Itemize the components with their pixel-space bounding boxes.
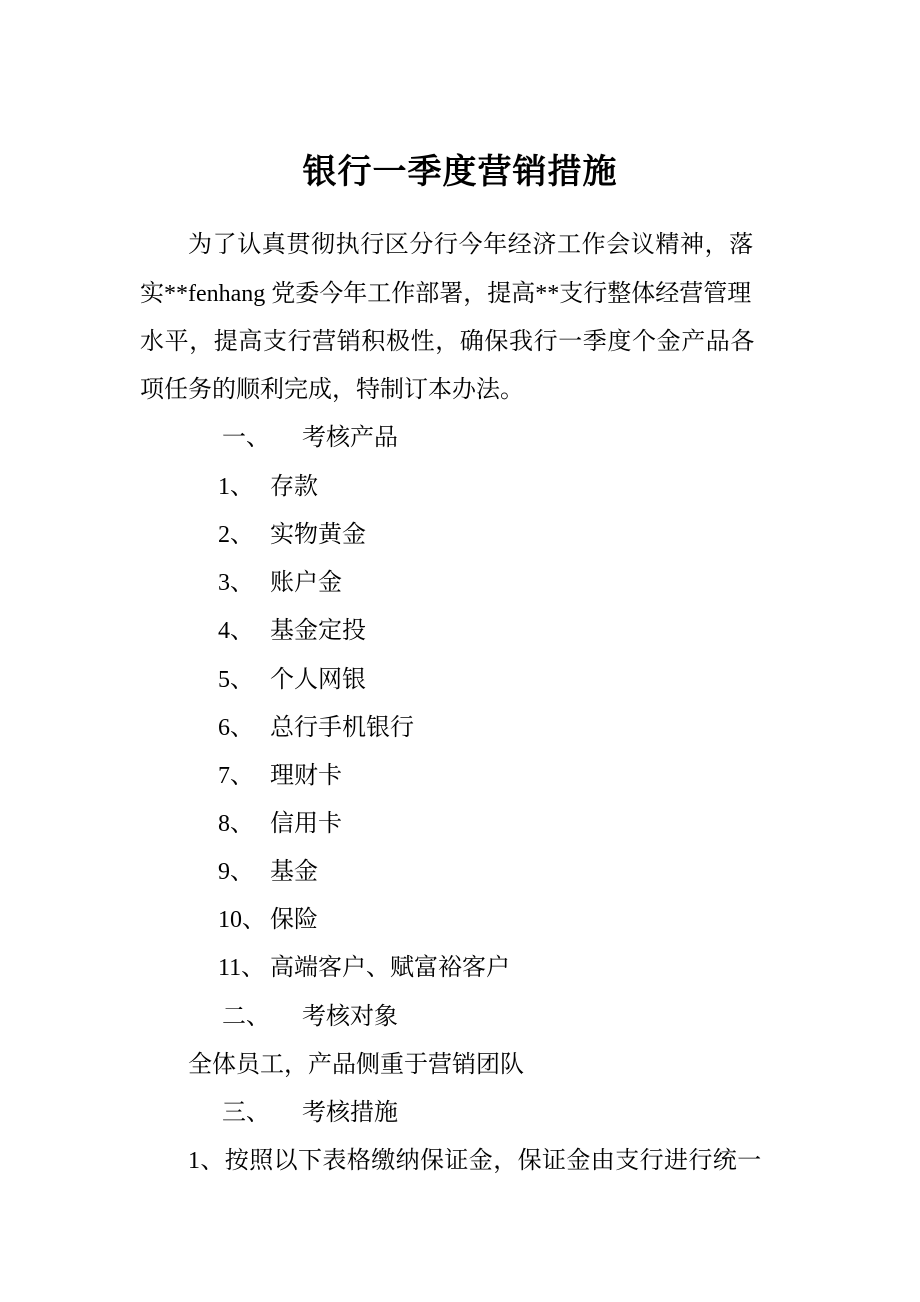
list-item-number: 8、 [218, 811, 254, 837]
list-item-number: 1、 [218, 474, 254, 500]
section-number: 二、 [222, 1004, 270, 1030]
list-item: 实物黄金 [270, 522, 366, 548]
section-heading: 考核措施 [302, 1100, 398, 1126]
list-item-number: 11、 [218, 955, 266, 981]
intro-line: 实**fenhang 党委今年工作部署，提高**支行整体经营管理 [140, 281, 752, 307]
section-heading: 考核对象 [302, 1004, 398, 1030]
list-item-number: 3、 [218, 570, 254, 596]
list-item: 账户金 [270, 570, 342, 596]
list-item-number: 10、 [218, 907, 266, 933]
document-title: 银行一季度营销措施 [302, 154, 618, 191]
section-number: 三、 [222, 1100, 270, 1126]
list-item-number: 5、 [218, 667, 254, 693]
list-item: 信用卡 [270, 811, 342, 837]
intro-line: 为了认真贯彻执行区分行今年经济工作会议精神，落 [188, 232, 754, 258]
list-item: 保险 [270, 907, 318, 933]
list-item-number: 2、 [218, 522, 254, 548]
list-item: 存款 [270, 474, 318, 500]
list-item-number: 4、 [218, 618, 254, 644]
list-item-number: 6、 [218, 715, 254, 741]
section-number: 一、 [222, 425, 270, 451]
list-item: 总行手机银行 [270, 715, 414, 741]
list-item: 个人网银 [270, 667, 366, 693]
list-item-number: 9、 [218, 859, 254, 885]
intro-line: 水平，提高支行营销积极性，确保我行一季度个金产品各 [140, 329, 755, 355]
intro-line: 项任务的顺利完成，特制订本办法。 [140, 377, 524, 403]
measure-text: 1、按照以下表格缴纳保证金，保证金由支行进行统一 [188, 1148, 762, 1174]
list-item: 高端客户、赋富裕客户 [270, 955, 510, 981]
section-heading: 考核产品 [302, 425, 398, 451]
target-text: 全体员工，产品侧重于营销团队 [188, 1052, 524, 1078]
list-item: 基金定投 [270, 618, 366, 644]
list-item: 基金 [270, 859, 318, 885]
list-item-number: 7、 [218, 763, 254, 789]
list-item: 理财卡 [270, 763, 342, 789]
